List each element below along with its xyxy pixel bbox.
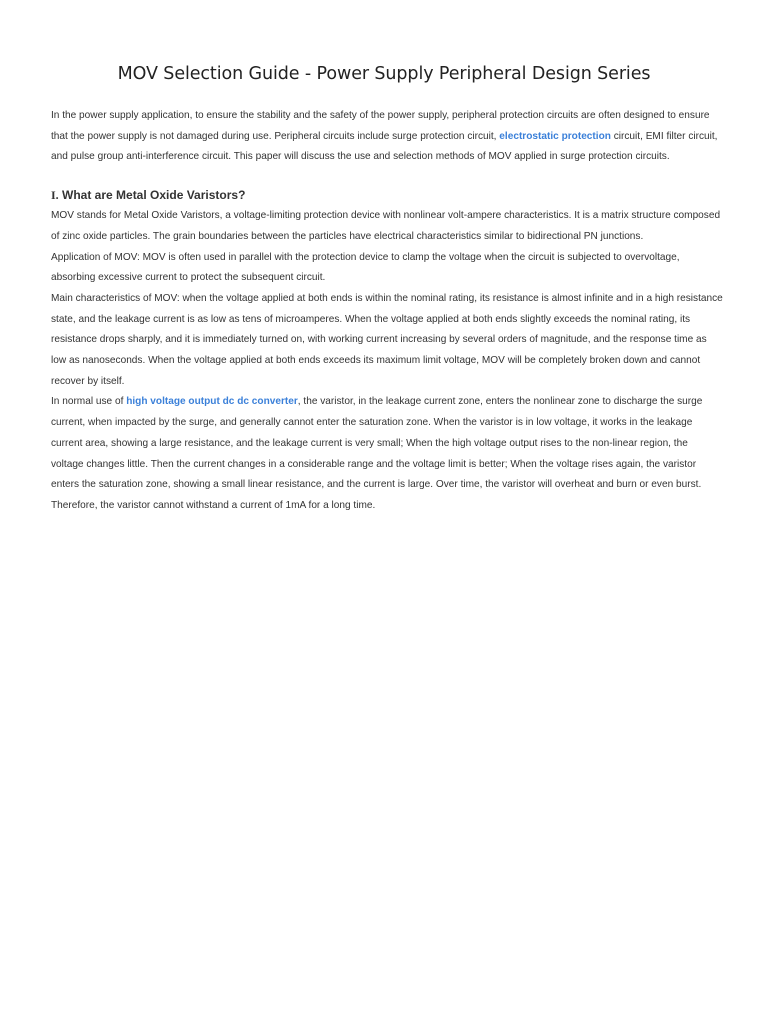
intro-paragraph bbox=[51, 106, 723, 168]
definition-paragraph: MOV stands for Metal Oxide Varistors, a voltage-limiting protection device with nonlinear volt-ampere characteristics. It is a matrix structure composed of zinc oxide particles. The grain boundaries between the particles have electrical characteristics similar to bidirectional PN junctions. bbox=[51, 210, 721, 242]
characteristics-paragraph: Main characteristics of MOV: when the voltage applied at both ends is within the nominal rating, its resistance is almost infinite and in a high resistance state, and the leakage current is as low as tens of microamperes. When the voltage applied at both ends slightly exceeds the nominal rating, its resistance drops sharply, and it is immediately turned on, with working current increasing by several orders of magnitude, and the response time as low as nanoseconds. When the voltage applied at both ends exceeds its maximum limit voltage, MOV will be completely broken down and cannot recover by itself. bbox=[51, 292, 723, 387]
section-heading bbox=[51, 184, 723, 206]
high-voltage-converter-link[interactable]: high voltage output dc dc converter bbox=[126, 396, 298, 408]
normal-use-text-before-link: In normal use of bbox=[51, 396, 127, 408]
intro-text-after-link: circuit, EMI filter circuit, and pulse group anti-interference circuit. This paper will discuss the use and selection methods of MOV applied in surge protection circuits. bbox=[51, 130, 718, 163]
page-title: MOV Selection Guide - Power Supply Peripheral Design Series bbox=[117, 64, 651, 84]
normal-use-text-after-link: , the varistor, in the leakage current zone, enters the nonlinear zone to discharge the surge current, when impacted by the surge, and generally cannot enter the saturation zone. When the varistor is in low voltage, it works in the leakage current area, showing a large resistance, and the leakage current is very small; When the high voltage output rises to the non-linear region, the voltage changes little. Then the current changes in a considerable range and the voltage limit is better; When the voltage rises again, the varistor enters the saturation zone, showing a small linear resistance, and the current is large. Over time, the varistor will overheat and burn or even burst. Therefore, the varistor cannot withstand a current of 1mA for a long time. bbox=[51, 396, 703, 511]
section-heading-text: What are Metal Oxide Varistors? bbox=[58, 188, 246, 203]
normal-use-paragraph bbox=[51, 392, 723, 516]
intro-text-before-link: In the power supply application, to ensure the stability and the safety of the power supply, peripheral protection circuits are often designed to ensure that the power supply is not damaged during use. Peripheral circuits include surge protection circuit, bbox=[51, 110, 710, 142]
article-body bbox=[51, 106, 723, 517]
electrostatic-protection-link[interactable]: electrostatic protection bbox=[499, 130, 611, 142]
application-paragraph: Application of MOV: MOV is often used in parallel with the protection device to clamp the voltage when the circuit is subjected to overvoltage, absorbing excessive current to protect the subsequent circuit. bbox=[51, 251, 680, 284]
section-number: I. bbox=[51, 188, 59, 203]
